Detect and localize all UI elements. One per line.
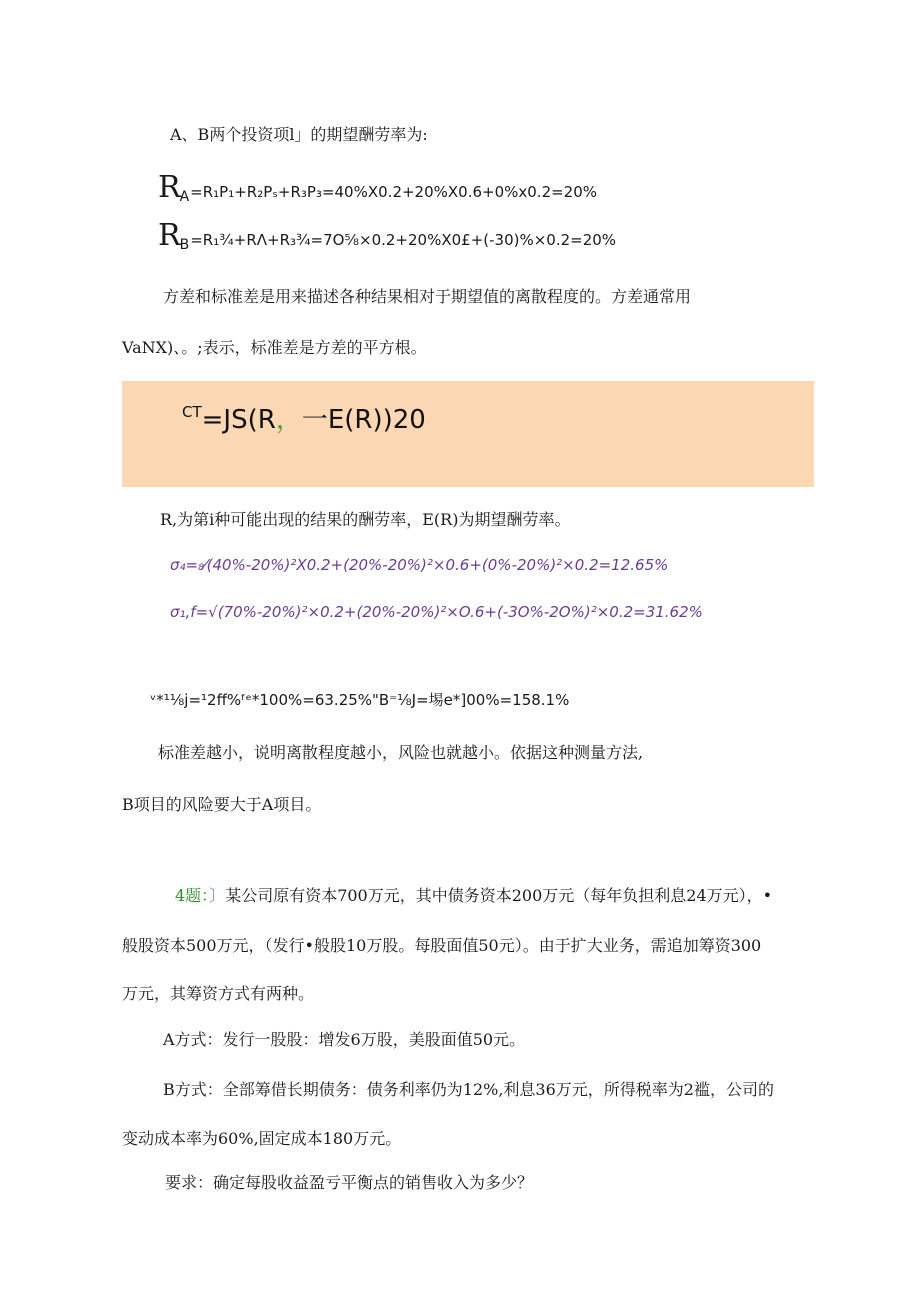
option-b-line-2: 变动成本率为60%,固定成本180万元。 [122,1129,402,1148]
question-4-line-2: 般股资本500万元，（发行•般股10万股。每股面值50元）。由于扩大业务，需追加筹资300 [122,936,762,955]
ri-definition-text: R,为第i种可能出现的结果的酬劳率，E(R)为期望酬劳率。 [160,510,571,529]
question-4-line-3: 万元，其筹资方式有两种。 [122,984,315,1003]
formula-ra-body: =R₁P₁+R₂Pₛ+R₃P₃=40%X0.2+20%X0.6+0%x0.2=20% [190,183,598,201]
std-dev-formula-sup: CT [182,403,202,421]
formula-ra [158,170,597,205]
conclusion-line-2: B项目的风险要大于A项目。 [122,795,322,814]
requirement-text: 要求：确定每股收益盈亏平衡点的销售收入为多少？ [165,1173,534,1192]
coefficient-of-variation-line: ᵛ*¹⅛j=¹2ff%ᶠᵉ*100%=63.25%"B⁼⅛J=埸e*]00%=158.1% [150,691,570,709]
question-4-line-1 [175,886,772,906]
sigma-b-formula: σ₁,f=√(70%-20%)²×0.2+(20%-20%)²×O.6+(-3O%-2O%)²×0.2=31.62% [170,603,703,621]
sigma-a-formula: σ₄=₈⁄(40%-20%)²X0.2+(20%-20%)²×0.6+(0%-20%)²×0.2=12.65% [170,556,669,574]
conclusion-line-1: 标准差越小，说明离散程度越小，风险也就越小。依据这种测量方法, [158,743,644,762]
formula-rb-symbol: R [158,218,180,253]
intro-text: A、B两个投资项l」的期望酬劳率为: [170,125,428,144]
variance-paragraph-line-2: VaNX)、。;表示，标准差是方差的平方根。 [122,338,427,357]
std-dev-formula-comma: ， [275,405,302,435]
formula-rb-subscript: B [179,237,190,253]
option-a-text: A方式：发行一股股：增发6万股，美股面值50元。 [163,1030,526,1049]
formula-ra-symbol: R [158,170,180,205]
question-4-label: 4题：〕 [175,886,226,905]
formula-rb-body: =R₁¾+RΛ+R₃¾=7O⅝×0.2+20%X0£+(-30)%×0.2=20% [190,231,617,249]
formula-ra-subscript: A [179,189,190,205]
std-dev-formula-part1: =JS(R [201,405,276,435]
std-dev-formula-box [122,381,814,487]
variance-paragraph-line-1: 方差和标准差是用来描述各种结果相对于期望值的离散程度的。方差通常用 [163,287,692,306]
std-dev-formula-part2: 一E(R))20 [301,405,426,435]
formula-rb [158,218,616,253]
option-b-line-1: B方式：全部筹借长期债务：债务利率仍为12%,利息36万元，所得税率为2褴，公司的 [163,1080,774,1099]
std-dev-formula [182,399,426,436]
question-4-text-1: 某公司原有资本700万元，其中债务资本200万元（每年负担利息24万元），• [225,886,773,905]
